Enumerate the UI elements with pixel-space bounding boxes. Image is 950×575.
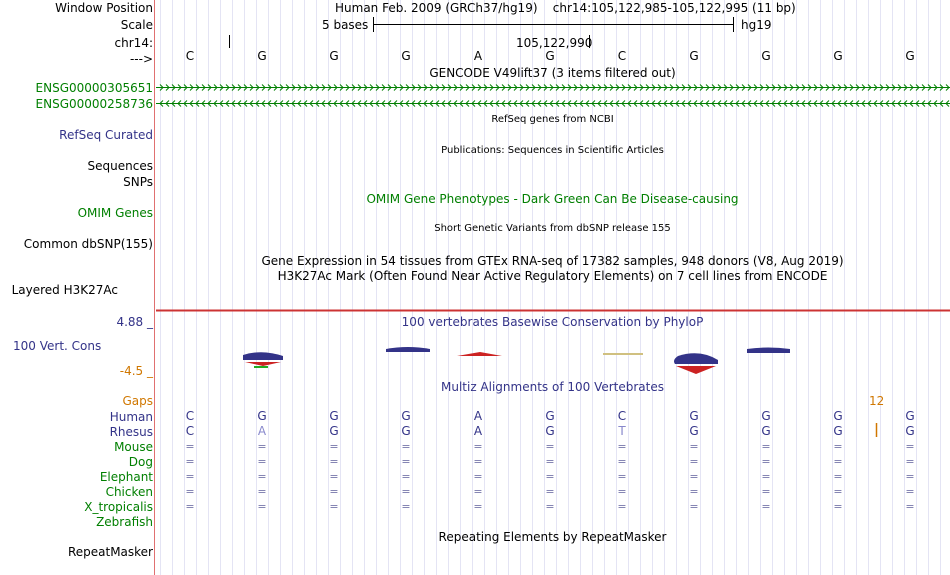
alignment-match-mark: =	[905, 500, 915, 513]
phylop-track-title[interactable]: 100 vertebrates Basewise Conservation by PhyloP	[401, 315, 704, 329]
gene-label-ensg258736[interactable]: ENSG00000258736	[35, 97, 153, 111]
alignment-match-mark: =	[761, 440, 771, 453]
reference-base: G	[257, 49, 267, 63]
alignment-base: G	[329, 409, 339, 423]
reference-base: G	[833, 49, 843, 63]
reference-base: G	[689, 49, 699, 63]
alignment-match-mark: =	[545, 485, 555, 498]
alignment-match-mark: =	[473, 470, 483, 483]
phylop-logo-g4	[747, 348, 790, 354]
conservation-max-label: 4.88 _	[116, 315, 153, 329]
dbsnp-track-label[interactable]: Common dbSNP(155)	[23, 237, 153, 251]
species-label-mouse[interactable]: Mouse	[114, 440, 153, 454]
alignment-base: C	[185, 424, 195, 438]
alignment-match-mark: =	[545, 440, 555, 453]
alignment-match-mark: =	[689, 455, 699, 468]
alignment-base: G	[689, 424, 699, 438]
alignment-match-mark: =	[689, 485, 699, 498]
alignment-match-mark: =	[761, 455, 771, 468]
sequences-track-title[interactable]: Publications: Sequences in Scientific Articles	[441, 145, 664, 156]
reference-base: G	[329, 49, 339, 63]
alignment-base: G	[761, 424, 771, 438]
species-label-elephant[interactable]: Elephant	[99, 470, 153, 484]
conservation-track-label[interactable]: 100 Vert. Cons	[13, 339, 102, 353]
alignment-base: G	[401, 409, 411, 423]
alignment-base: T	[618, 424, 626, 438]
alignment-match-mark: =	[689, 440, 699, 453]
gtex-track-title[interactable]: Gene Expression in 54 tissues from GTEx RNA-seq of 17382 samples, 948 donors (V8, Aug 2019)	[261, 254, 844, 268]
alignment-base: G	[401, 424, 411, 438]
alignment-match-mark: =	[329, 470, 339, 483]
alignment-match-mark: =	[905, 440, 915, 453]
reference-base: A	[473, 49, 483, 63]
alignment-match-mark: =	[473, 485, 483, 498]
alignment-match-mark: =	[905, 485, 915, 498]
alignment-match-mark: =	[329, 485, 339, 498]
reference-base: G	[545, 49, 555, 63]
alignment-match-mark: =	[617, 455, 627, 468]
repeatmasker-track-title[interactable]: Repeating Elements by RepeatMasker	[438, 530, 667, 544]
alignment-base: G	[329, 424, 339, 438]
alignment-match-mark: =	[257, 470, 267, 483]
h3k27ac-track-title[interactable]: H3K27Ac Mark (Often Found Near Active Regulatory Elements) on 7 cell lines from ENCODE	[277, 269, 828, 283]
alignment-match-mark: =	[617, 485, 627, 498]
alignment-match-mark: =	[473, 455, 483, 468]
alignment-base: G	[689, 409, 699, 423]
alignment-base: A	[473, 424, 483, 438]
alignment-match-mark: =	[689, 500, 699, 513]
reference-base: C	[617, 49, 627, 63]
phylop-logo-g2	[386, 347, 430, 352]
conservation-min-label: -4.5 _	[119, 364, 153, 378]
phylop-logo-c	[603, 353, 643, 355]
alignment-match-mark: =	[185, 455, 195, 468]
alignment-match-mark: =	[257, 455, 267, 468]
alignment-match-mark: =	[761, 470, 771, 483]
gap-count: 12	[869, 394, 885, 408]
gaps-label[interactable]: Gaps	[122, 394, 153, 408]
assembly-label: hg19	[741, 18, 772, 32]
alignment-match-mark: =	[833, 440, 843, 453]
alignment-match-mark: =	[545, 455, 555, 468]
phylop-logo-a	[457, 352, 502, 356]
alignment-base: C	[185, 409, 195, 423]
alignment-base: C	[617, 409, 627, 423]
chrom-label: chr14:	[114, 36, 153, 50]
alignment-match-mark: =	[185, 485, 195, 498]
alignment-match-mark: =	[257, 440, 267, 453]
alignment-match-mark: =	[401, 500, 411, 513]
scale-label: Scale	[120, 18, 153, 32]
alignment-match-mark: =	[761, 485, 771, 498]
alignment-match-mark: =	[401, 440, 411, 453]
reference-base: G	[761, 49, 771, 63]
alignment-match-mark: =	[473, 500, 483, 513]
alignment-match-mark: =	[689, 470, 699, 483]
strand-arrow-label: --->	[129, 52, 153, 66]
alignment-match-mark: =	[545, 470, 555, 483]
alignment-match-mark: =	[401, 485, 411, 498]
alignment-match-mark: =	[833, 500, 843, 513]
coordinate-label: 105,122,990	[516, 36, 593, 50]
alignment-match-mark: =	[257, 485, 267, 498]
refseq-track-title[interactable]: RefSeq genes from NCBI	[491, 114, 614, 125]
alignment-base: G	[905, 409, 915, 423]
snps-track-label[interactable]: SNPs	[123, 175, 153, 189]
alignment-match-mark: =	[833, 455, 843, 468]
alignment-match-mark: =	[329, 440, 339, 453]
gencode-track-title[interactable]: GENCODE V49lift37 (3 items filtered out)	[429, 66, 676, 80]
alignment-match-mark: =	[833, 470, 843, 483]
gene-label-ensg305651[interactable]: ENSG00000305651	[35, 81, 153, 95]
alignment-base: A	[257, 424, 267, 438]
alignment-match-mark: =	[257, 500, 267, 513]
alignment-match-mark: =	[545, 500, 555, 513]
alignment-match-mark: =	[905, 470, 915, 483]
species-label-human[interactable]: Human	[109, 410, 153, 424]
omim-track-label[interactable]: OMIM Genes	[77, 206, 153, 220]
refseq-track-label[interactable]: RefSeq Curated	[59, 128, 153, 142]
alignment-match-mark: =	[905, 455, 915, 468]
alignment-match-mark: =	[185, 470, 195, 483]
alignment-match-mark: =	[833, 485, 843, 498]
species-label-zebrafish[interactable]: Zebrafish	[96, 515, 153, 529]
alignment-base: A	[473, 409, 483, 423]
repeatmasker-track-label[interactable]: RepeatMasker	[67, 545, 153, 559]
alignment-match-mark: =	[401, 470, 411, 483]
alignment-base: G	[833, 424, 843, 438]
alignment-base: G	[761, 409, 771, 423]
alignment-match-mark: =	[185, 440, 195, 453]
alignment-match-mark: =	[185, 500, 195, 513]
h3k27ac-track-label[interactable]: Layered H3K27Ac	[11, 283, 118, 297]
species-label-dog[interactable]: Dog	[128, 455, 153, 469]
species-label-rhesus[interactable]: Rhesus	[109, 425, 153, 439]
reference-base: C	[185, 49, 195, 63]
dbsnp-track-title[interactable]: Short Genetic Variants from dbSNP release 155	[434, 223, 671, 234]
sequences-track-label[interactable]: Sequences	[87, 159, 153, 173]
alignment-match-mark: =	[401, 455, 411, 468]
alignment-base: G	[257, 409, 267, 423]
scale-bases-text: 5 bases	[322, 18, 369, 32]
multiz-track-title[interactable]: Multiz Alignments of 100 Vertebrates	[440, 380, 665, 394]
phylop-logo-g1	[243, 352, 283, 368]
omim-track-title[interactable]: OMIM Gene Phenotypes - Dark Green Can Be Disease-causing	[366, 192, 739, 206]
reference-base: G	[401, 49, 411, 63]
alignment-base: G	[833, 409, 843, 423]
alignment-base: G	[545, 424, 555, 438]
alignment-match-mark: =	[617, 470, 627, 483]
alignment-match-mark: =	[473, 440, 483, 453]
alignment-match-mark: =	[329, 500, 339, 513]
alignment-match-mark: =	[617, 500, 627, 513]
phylop-logo-g3	[674, 353, 718, 374]
reference-base: G	[905, 49, 915, 63]
window-position-label: Window Position	[55, 1, 153, 15]
alignment-base: G	[905, 424, 915, 438]
species-label-chicken[interactable]: Chicken	[105, 485, 153, 499]
alignment-match-mark: =	[617, 440, 627, 453]
alignment-match-mark: =	[761, 500, 771, 513]
window-position-value[interactable]: Human Feb. 2009 (GRCh37/hg19) chr14:105,122,985-105,122,995 (11 bp)	[335, 1, 796, 15]
alignment-match-mark: =	[329, 455, 339, 468]
alignment-base: G	[545, 409, 555, 423]
species-label-x_tropicalis[interactable]: X_tropicalis	[84, 500, 153, 514]
